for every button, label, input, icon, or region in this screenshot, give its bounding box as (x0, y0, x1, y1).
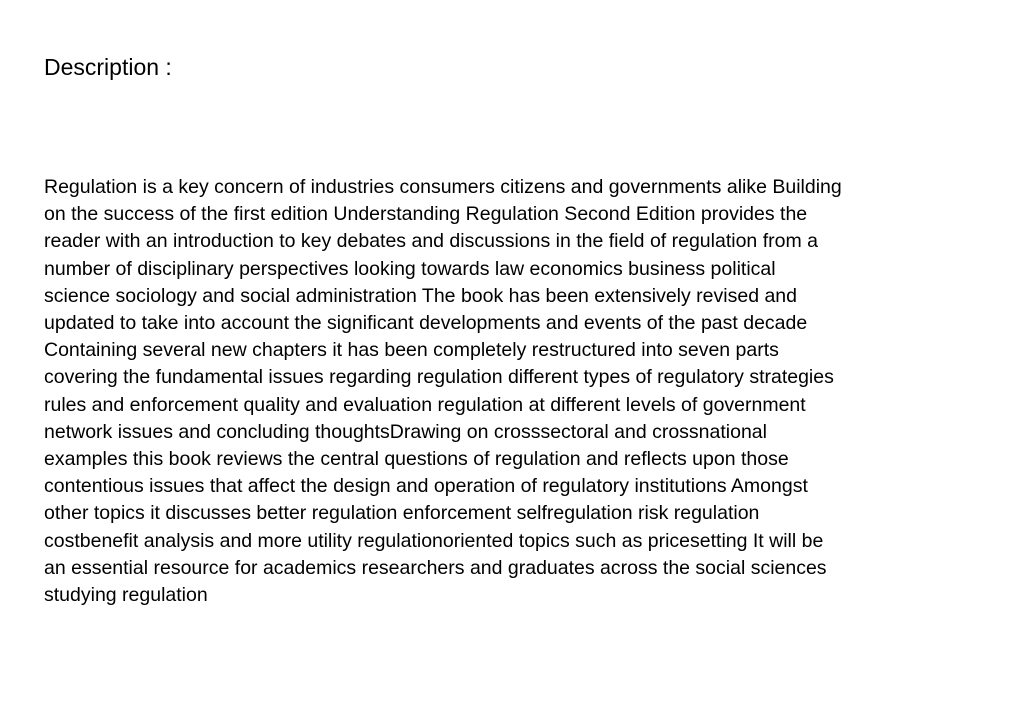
description-line: other topics it discusses better regulation enforcement selfregulation risk regulation (44, 502, 760, 525)
description-line: updated to take into account the significant developments and events of the past decade (44, 312, 808, 335)
description-line: network issues and concluding thoughtsDrawing on crosssectoral and crossnational (44, 420, 767, 443)
description-line: covering the fundamental issues regarding regulation different types of regulatory strategies (44, 366, 834, 389)
description-line: science sociology and social administration The book has been extensively revised and (44, 284, 797, 307)
description-line: contentious issues that affect the design and operation of regulatory institutions Amongst (44, 475, 808, 498)
description-line: reader with an introduction to key debates and discussions in the field of regulation from a (44, 230, 818, 253)
description-line: Regulation is a key concern of industries consumers citizens and governments alike Building (44, 176, 842, 198)
description-line: an essential resource for academics researchers and graduates across the social sciences (44, 556, 827, 579)
description-line: rules and enforcement quality and evaluation regulation at different levels of government (44, 393, 806, 416)
description-body (44, 174, 1004, 609)
description-line: Containing several new chapters it has been completely restructured into seven parts (44, 339, 779, 362)
description-heading: Description : (44, 54, 172, 80)
description-line: studying regulation (44, 584, 208, 607)
description-line: examples this book reviews the central questions of regulation and reflects upon those (44, 448, 789, 471)
description-line: number of disciplinary perspectives looking towards law economics business political (44, 257, 776, 280)
description-line: on the success of the first edition Understanding Regulation Second Edition provides the (44, 203, 808, 226)
description-line: costbenefit analysis and more utility regulationoriented topics such as pricesetting It will be (44, 529, 824, 552)
